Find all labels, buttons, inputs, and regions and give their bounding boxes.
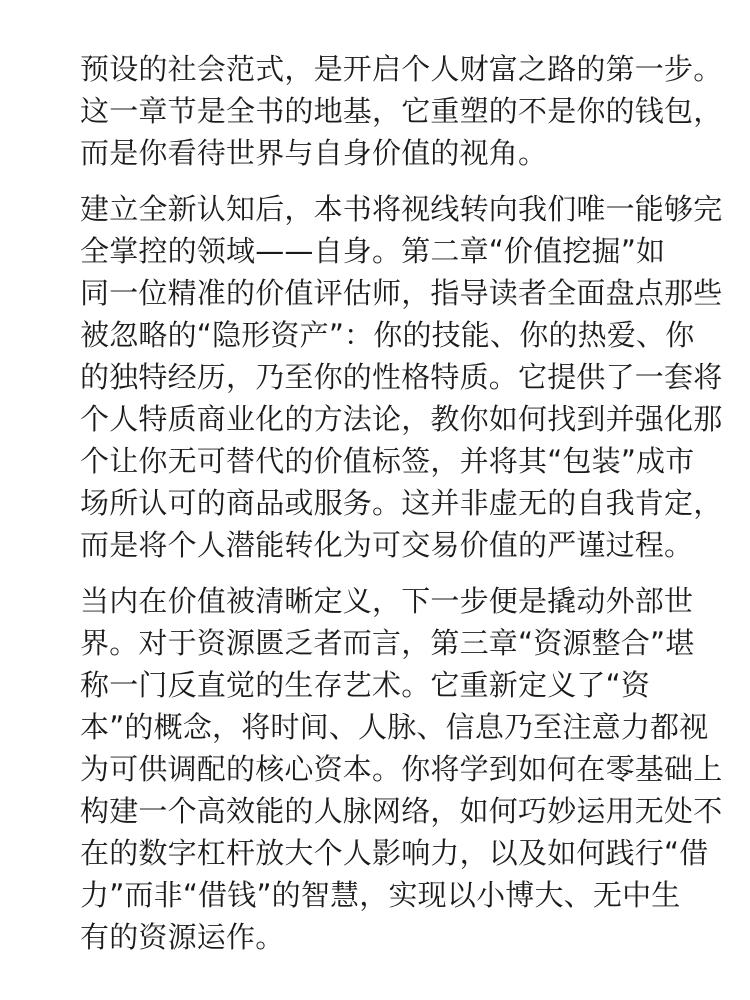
text-line: 的独特经历，乃至你的性格特质。它提供了一套将: [80, 360, 723, 394]
text-line: 在的数字杠杆放大个人影响力，以及如何践行“借: [80, 836, 709, 870]
text-line: 有的资源运作。: [80, 920, 285, 954]
text-line: 界。对于资源匮乏者而言，第三章“资源整合”堪: [80, 626, 695, 660]
text-line: 个人特质商业化的方法论，教你如何找到并强化那: [80, 402, 723, 436]
text-line: 建立全新认知后，本书将视线转向我们唯一能够完: [80, 192, 723, 226]
text-line: 而是将个人潜能转化为可交易价值的严谨过程。: [80, 528, 694, 562]
text-line: 全掌控的领域——自身。第二章“价值挖掘”如: [80, 234, 666, 268]
text-line: 称一门反直觉的生存艺术。它重新定义了“资: [80, 668, 651, 702]
book-page: [80, 48, 723, 972]
paragraph-1: [80, 48, 723, 174]
text-line: 本”的概念，将时间、人脉、信息乃至注意力都视: [80, 710, 709, 744]
text-line: 同一位精准的价值评估师，指导读者全面盘点那些: [80, 276, 723, 310]
text-line: 而是你看待世界与自身价值的视角。: [80, 136, 548, 170]
text-line: 场所认可的商品或服务。这并非虚无的自我肯定，: [80, 486, 723, 520]
text-line: 被忽略的“隐形资产”：你的技能、你的热爱、你: [80, 318, 695, 352]
text-line: 个让你无可替代的价值标签，并将其“包装”成市: [80, 444, 695, 478]
text-line: 力”而非“借钱”的智慧，实现以小博大、无中生: [80, 878, 681, 912]
text-line: 为可供调配的核心资本。你将学到如何在零基础上: [80, 752, 723, 786]
text-line: 当内在价值被清晰定义，下一步便是撬动外部世: [80, 584, 694, 618]
paragraph-3: [80, 580, 723, 958]
text-line: 预设的社会范式，是开启个人财富之路的第一步。: [80, 52, 723, 86]
text-line: 构建一个高效能的人脉网络，如何巧妙运用无处不: [80, 794, 723, 828]
text-line: 这一章节是全书的地基，它重塑的不是你的钱包，: [80, 94, 723, 128]
paragraph-2: [80, 188, 723, 566]
